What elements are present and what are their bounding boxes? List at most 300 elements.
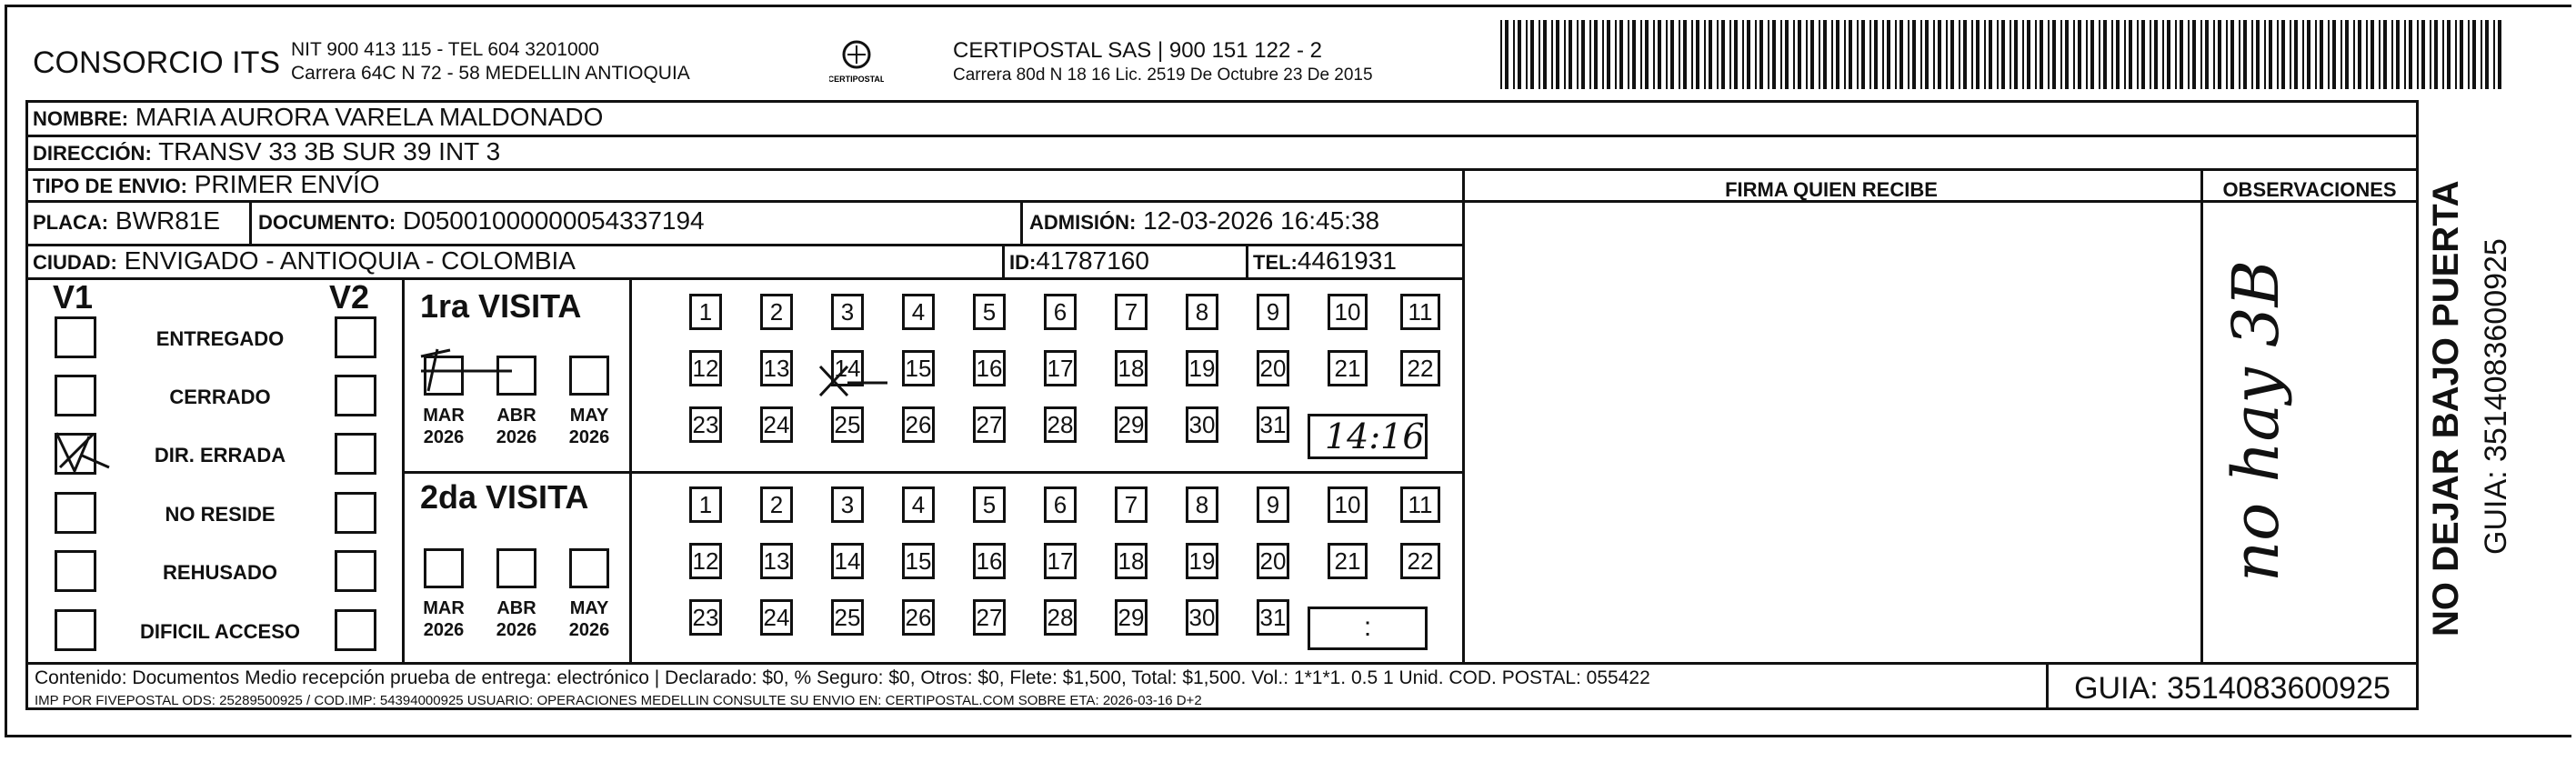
visit1-month-mark (412, 346, 521, 410)
side-guide-number: GUIA: 3514083600925 (2479, 238, 2513, 555)
barcode-bar (1997, 20, 1999, 89)
barcode-bar (2409, 20, 2412, 89)
border-bottom (5, 735, 2571, 737)
day-box[interactable]: 20 (1257, 350, 1289, 386)
barcode-bar (1645, 20, 1649, 89)
day-box[interactable]: 26 (902, 599, 935, 636)
barcode-bar (1640, 20, 1642, 89)
barcode-bar (2014, 20, 2018, 89)
month-label (562, 597, 616, 641)
day-box[interactable]: 23 (689, 599, 722, 636)
day-box[interactable]: 17 (1044, 543, 1077, 579)
admission-row (1029, 206, 1379, 238)
month-checkbox[interactable] (496, 548, 536, 588)
barcode-bar (1670, 20, 1674, 89)
barcode-bar (2294, 20, 2298, 89)
day-box[interactable]: 14 (831, 543, 864, 579)
barcode-bar (2455, 20, 2457, 89)
barcode-bar (2383, 20, 2387, 89)
tel-row (1253, 246, 1397, 278)
barcode-bar (1717, 20, 1719, 89)
day-box[interactable]: 23 (689, 406, 722, 443)
day-box[interactable]: 24 (760, 406, 793, 443)
month-name: MAR (423, 406, 465, 426)
day-box[interactable]: 4 (902, 486, 935, 523)
barcode-bar (1683, 20, 1687, 89)
barcode-bar (2141, 20, 2145, 89)
barcode-bar (2001, 20, 2005, 89)
day-box[interactable]: 28 (1044, 599, 1077, 636)
day-box[interactable]: 27 (973, 406, 1006, 443)
barcode-bar (2442, 20, 2444, 89)
barcode-bar (2230, 20, 2234, 89)
barcode-bar (2485, 20, 2489, 89)
barcode-bar (1844, 20, 1846, 89)
id-label: ID: (1009, 251, 1037, 274)
barcode-bar (1849, 20, 1852, 89)
barcode-bar (1938, 20, 1941, 89)
barcode-bar (2129, 20, 2132, 89)
month-name: MAY (569, 406, 609, 426)
barcode-bar (1551, 20, 1553, 89)
day-box[interactable]: 29 (1115, 599, 1148, 636)
barcode-bar (1780, 20, 1782, 89)
rule (629, 277, 632, 662)
barcode-bar (1895, 20, 1897, 89)
barcode-bar (1861, 20, 1865, 89)
barcode-bar (1530, 20, 1534, 89)
barcode-bar (1976, 20, 1980, 89)
day-box[interactable]: 5 (973, 486, 1006, 523)
barcode-bar (1543, 20, 1547, 89)
rule (249, 200, 252, 244)
day-box[interactable]: 21 (1328, 350, 1368, 386)
barcode-bar (1810, 20, 1814, 89)
barcode-bar (2396, 20, 2400, 89)
type-row (33, 169, 380, 202)
day-box[interactable]: 8 (1186, 486, 1218, 523)
barcode-bar (2460, 20, 2463, 89)
barcode-bar (2498, 20, 2501, 89)
barcode-bar (2290, 20, 2291, 89)
barcode-bar (2086, 20, 2088, 89)
status-v1-checkbox[interactable] (55, 375, 96, 416)
barcode-bar (1755, 20, 1757, 89)
observations-header: OBSERVACIONES (2222, 178, 2397, 201)
barcode-bar (2124, 20, 2126, 89)
barcode-bar (1628, 20, 1629, 89)
month-name: ABR (496, 598, 536, 618)
day-box[interactable]: 11 (1400, 294, 1440, 330)
footer-content: Contenido: Documentos Medio recepción prueba de entrega: electrónico | Declarado: $0, % Seguro: $0, Otros: $0, Flete: $1,500, Total: $1,500. Vol.: 1*1*1. 0.5 1 Unid. COD. POSTAL: 055422 (35, 667, 1650, 688)
barcode-bar (1607, 20, 1610, 89)
barcode-bar (1653, 20, 1655, 89)
barcode-bar (1691, 20, 1693, 89)
footer-imp: IMP POR FIVEPOSTAL ODS: 25289500925 / COD.IMP: 54394000925 USUARIO: OPERACIONES MEDELLIN CONSULTE SU ENVIO EN: CERTIPOSTAL.COM SOBRE ETA: 2026-03-16 D+2 (35, 693, 1202, 708)
day-box[interactable]: 7 (1115, 294, 1148, 330)
day-box[interactable]: 19 (1186, 350, 1218, 386)
day-box[interactable]: 18 (1115, 543, 1148, 579)
visit2-title: 2da VISITA (420, 478, 589, 516)
status-v2-checkbox[interactable] (335, 550, 376, 592)
status-v1-checkbox[interactable] (55, 316, 96, 358)
day-box[interactable]: 25 (831, 406, 864, 443)
barcode-bar (1619, 20, 1623, 89)
month-label (562, 405, 616, 448)
barcode-bar (1882, 20, 1884, 89)
month-year: 2026 (568, 620, 610, 640)
barcode-bar (2277, 20, 2279, 89)
barcode-bar (1806, 20, 1808, 89)
day-box[interactable]: 14 (831, 350, 864, 386)
barcode-bar (2256, 20, 2260, 89)
day-box[interactable]: 2 (760, 486, 793, 523)
document-value: D05001000000054337194 (402, 206, 705, 235)
barcode-bar (1526, 20, 1528, 89)
barcode-bar (1594, 20, 1598, 89)
id-value: 41787160 (1036, 246, 1149, 275)
barcode-bar (2307, 20, 2310, 89)
day-box[interactable]: 15 (902, 350, 935, 386)
day-box[interactable]: 24 (760, 599, 793, 636)
status-v2-checkbox[interactable] (335, 492, 376, 534)
barcode-bar (1768, 20, 1769, 89)
barcode-bar (2421, 20, 2425, 89)
barcode-bar (2116, 20, 2120, 89)
barcode-bar (2269, 20, 2272, 89)
rule (1020, 200, 1023, 244)
rule (1462, 168, 1465, 664)
address-label: DIRECCIÓN: (33, 142, 152, 165)
day-box[interactable]: 13 (760, 350, 793, 386)
status-label: DIR. ERRADA (154, 444, 286, 466)
barcode-bar (1946, 20, 1948, 89)
barcode-bar (1925, 20, 1929, 89)
barcode-bar (1615, 20, 1617, 89)
barcode-bar (1989, 20, 1992, 89)
barcode-bar (2447, 20, 2451, 89)
barcode-bar (1823, 20, 1827, 89)
barcode-bar (2345, 20, 2349, 89)
document-row (258, 206, 705, 238)
day-box[interactable]: 15 (902, 543, 935, 579)
barcode-bar (1696, 20, 1699, 89)
status-v2-checkbox[interactable] (335, 316, 376, 358)
barcode-bar (1963, 20, 1967, 89)
month-checkbox[interactable] (569, 356, 609, 396)
border-left (5, 5, 7, 737)
barcode-bar (1721, 20, 1725, 89)
barcode-bar (1500, 20, 1502, 89)
barcode-bar (1819, 20, 1820, 89)
barcode-bar (2328, 20, 2330, 89)
certipostal-logo (829, 36, 884, 91)
company-nit: NIT 900 413 115 - TEL 604 3201000 (291, 39, 599, 60)
day-box[interactable]: 6 (1044, 294, 1077, 330)
barcode-bar (2468, 20, 2470, 89)
barcode-bar (2162, 20, 2164, 89)
barcode-bar (1950, 20, 1954, 89)
status-v2-checkbox[interactable] (335, 609, 376, 651)
day-box[interactable]: 17 (1044, 350, 1077, 386)
barcode-bar (1679, 20, 1680, 89)
day-box[interactable]: 12 (689, 543, 722, 579)
month-label (489, 597, 544, 641)
barcode-bar (2048, 20, 2050, 89)
barcode-bar (1569, 20, 1572, 89)
tel-value: 4461931 (1297, 246, 1397, 275)
barcode-bar (2188, 20, 2190, 89)
barcode-bar (2430, 20, 2431, 89)
day-box[interactable]: 10 (1328, 486, 1368, 523)
day-box[interactable]: 25 (831, 599, 864, 636)
observation-handwriting: no hay 3B (2219, 259, 2293, 582)
status-label: ENTREGADO (155, 327, 285, 350)
barcode-bar (2404, 20, 2406, 89)
barcode-bar (2379, 20, 2381, 89)
month-name: MAY (569, 598, 609, 618)
status-v1-checkbox[interactable] (55, 492, 96, 534)
barcode-bar (1539, 20, 1540, 89)
barcode-bar (1704, 20, 1706, 89)
barcode-bar (2150, 20, 2151, 89)
barcode-bar (2192, 20, 2196, 89)
barcode-bar (2434, 20, 2438, 89)
courier-name: CERTIPOSTAL SAS | 900 151 122 - 2 (953, 38, 1322, 63)
barcode-bar (2226, 20, 2228, 89)
barcode-bar (1577, 20, 1579, 89)
no-under-door-notice: NO DEJAR BAJO PUERTA (2426, 180, 2466, 637)
barcode-bar (1556, 20, 1559, 89)
day-box[interactable]: 1 (689, 294, 722, 330)
rule (25, 662, 2419, 665)
day-box[interactable]: 28 (1044, 406, 1077, 443)
status-v1-checkbox[interactable] (55, 550, 96, 592)
barcode-bar (1933, 20, 1935, 89)
barcode-bar (1772, 20, 1776, 89)
company-address: Carrera 64C N 72 - 58 MEDELLIN ANTIOQUIA (291, 63, 690, 84)
day-box[interactable]: 5 (973, 294, 1006, 330)
rule (2416, 100, 2419, 709)
barcode-bar (1518, 20, 1521, 89)
barcode-bar (1959, 20, 1960, 89)
barcode-bar (2332, 20, 2336, 89)
day-box[interactable]: 13 (760, 543, 793, 579)
visit1-time-box[interactable] (1308, 414, 1428, 459)
day-box[interactable]: 16 (973, 350, 1006, 386)
name-label: NOMBRE: (33, 107, 129, 130)
status-label: DIFICIL ACCESO (139, 620, 300, 643)
visit1-day-strike (815, 359, 897, 409)
day-box[interactable]: 22 (1400, 350, 1440, 386)
barcode-bar (2251, 20, 2253, 89)
barcode-bar (2371, 20, 2374, 89)
v2-header: V2 (329, 278, 370, 316)
rule (1246, 244, 1248, 277)
barcode-bar (1912, 20, 1916, 89)
barcode-bar (1747, 20, 1750, 89)
visit1-title: 1ra VISITA (420, 287, 582, 325)
day-box[interactable]: 21 (1328, 543, 1368, 579)
status-v1-checkbox[interactable] (55, 609, 96, 651)
plate-label: PLACA: (33, 211, 109, 234)
month-name: ABR (496, 406, 536, 426)
barcode-bar (1793, 20, 1795, 89)
city-row (33, 246, 576, 278)
barcode-bar (2027, 20, 2030, 89)
visit2-time: : (1363, 612, 1372, 642)
barcode-bar (1632, 20, 1636, 89)
barcode-bar (2281, 20, 2285, 89)
barcode-bar (2103, 20, 2107, 89)
status-label: REHUSADO (163, 561, 277, 584)
day-box[interactable]: 3 (831, 486, 864, 523)
rule (402, 277, 405, 662)
barcode-bar (2366, 20, 2368, 89)
month-year: 2026 (496, 620, 537, 640)
day-box[interactable]: 6 (1044, 486, 1077, 523)
day-box[interactable]: 10 (1328, 294, 1368, 330)
month-label (489, 405, 544, 448)
barcode-bar (1857, 20, 1859, 89)
barcode-bar (1666, 20, 1668, 89)
admission-value: 12-03-2026 16:45:38 (1143, 206, 1380, 235)
barcode-bar (1899, 20, 1903, 89)
barcode-bar (2137, 20, 2139, 89)
barcode-bar (1505, 20, 1509, 89)
day-box[interactable]: 31 (1257, 599, 1289, 636)
barcode-bar (2264, 20, 2266, 89)
barcode-bar (2320, 20, 2323, 89)
day-box[interactable]: 22 (1400, 543, 1440, 579)
day-box[interactable]: 30 (1186, 599, 1218, 636)
barcode-bar (1602, 20, 1604, 89)
month-checkbox[interactable] (424, 548, 464, 588)
day-box[interactable]: 11 (1400, 486, 1440, 523)
barcode-bar (1874, 20, 1878, 89)
day-box[interactable]: 4 (902, 294, 935, 330)
barcode-bar (2200, 20, 2202, 89)
barcode-bar (1887, 20, 1890, 89)
barcode-bar (2175, 20, 2177, 89)
barcode-bar (1785, 20, 1789, 89)
barcode-bar (2099, 20, 2100, 89)
document-label: DOCUMENTO: (258, 211, 396, 234)
visit1-time: 14:16 (1325, 416, 1425, 456)
rule (25, 100, 28, 709)
month-year: 2026 (423, 620, 465, 640)
tel-label: TEL: (1253, 251, 1298, 274)
day-box[interactable]: 20 (1257, 543, 1289, 579)
barcode-bar (2493, 20, 2495, 89)
barcode-bar (2391, 20, 2393, 89)
status-label: CERRADO (169, 386, 271, 408)
barcode-bar (2035, 20, 2037, 89)
day-box[interactable]: 30 (1186, 406, 1218, 443)
plate-row (33, 206, 220, 238)
barcode-bar (1513, 20, 1515, 89)
courier-address: Carrera 80d N 18 16 Lic. 2519 De Octubre 23 De 2015 (953, 65, 1373, 85)
rule (402, 471, 1462, 474)
day-box[interactable]: 1 (689, 486, 722, 523)
svg-text:CERTIPOSTAL: CERTIPOSTAL (829, 75, 884, 84)
plate-value: BWR81E (115, 206, 221, 235)
day-box[interactable]: 7 (1115, 486, 1148, 523)
day-box[interactable]: 9 (1257, 486, 1289, 523)
barcode-bar (2358, 20, 2361, 89)
barcode-bar (2052, 20, 2056, 89)
barcode-bar (2340, 20, 2342, 89)
rule (2200, 168, 2203, 664)
day-box[interactable]: 18 (1115, 350, 1148, 386)
visit2-time-box[interactable] (1308, 607, 1428, 650)
barcode-bar (2065, 20, 2069, 89)
address-row (33, 136, 500, 169)
month-year: 2026 (496, 427, 537, 447)
day-box[interactable]: 19 (1186, 543, 1218, 579)
barcode-bar (2111, 20, 2113, 89)
barcode-bar (1836, 20, 1839, 89)
month-name: MAR (423, 598, 465, 618)
recipient-name: MARIA AURORA VARELA MALDONADO (135, 103, 604, 131)
day-box[interactable]: 27 (973, 599, 1006, 636)
day-box[interactable]: 8 (1186, 294, 1218, 330)
month-label (416, 597, 471, 641)
barcode-bar (1971, 20, 1973, 89)
city-value: ENVIGADO - ANTIOQUIA - COLOMBIA (124, 246, 576, 275)
barcode-bar (2090, 20, 2094, 89)
barcode-bar (2243, 20, 2247, 89)
day-box[interactable]: 29 (1115, 406, 1148, 443)
day-box[interactable]: 2 (760, 294, 793, 330)
month-year: 2026 (423, 427, 465, 447)
day-box[interactable]: 16 (973, 543, 1006, 579)
admission-label: ADMISIÓN: (1029, 211, 1137, 234)
status-v2-checkbox[interactable] (335, 433, 376, 475)
barcode-bar (1831, 20, 1833, 89)
barcode-bar (2073, 20, 2075, 89)
month-label (416, 405, 471, 448)
month-checkbox[interactable] (569, 548, 609, 588)
city-label: CIUDAD: (33, 251, 117, 274)
barcode-bar (1581, 20, 1585, 89)
barcode-bar (2180, 20, 2183, 89)
day-box[interactable]: 26 (902, 406, 935, 443)
barcode-bar (1658, 20, 1661, 89)
status-v2-checkbox[interactable] (335, 375, 376, 416)
day-box[interactable]: 9 (1257, 294, 1289, 330)
barcode-bar (2417, 20, 2419, 89)
status-label: NO RESIDE (165, 503, 276, 526)
type-label: TIPO DE ENVIO: (33, 175, 187, 197)
day-box[interactable]: 12 (689, 350, 722, 386)
company-name: CONSORCIO ITS (33, 45, 281, 80)
barcode-bar (2022, 20, 2024, 89)
barcode-bar (1734, 20, 1738, 89)
checkmark-icon (53, 427, 116, 486)
barcode-bar (1759, 20, 1763, 89)
barcode-bar (2239, 20, 2240, 89)
day-box[interactable]: 31 (1257, 406, 1289, 443)
barcode-bar (1729, 20, 1731, 89)
barcode-bar (2315, 20, 2317, 89)
day-box[interactable]: 3 (831, 294, 864, 330)
barcode-bar (2205, 20, 2209, 89)
barcode-bar (2167, 20, 2170, 89)
border-top (5, 5, 2571, 7)
barcode-bar (2353, 20, 2355, 89)
barcode (1500, 20, 2510, 89)
